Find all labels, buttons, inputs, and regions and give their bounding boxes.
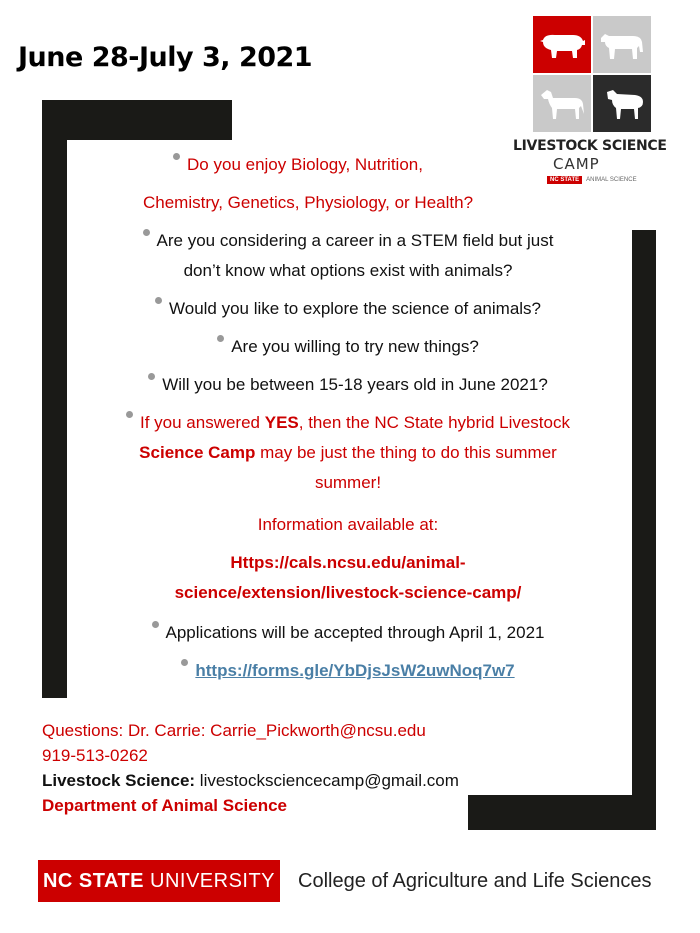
yes-statement-line-3: summer!	[314, 473, 382, 492]
bullet-icon	[181, 659, 188, 666]
frame-bar-bottom	[468, 795, 656, 830]
horse-icon	[533, 75, 591, 132]
contact-department: Department of Animal Science	[42, 796, 287, 815]
sheep-icon	[593, 75, 651, 132]
applications-deadline	[68, 618, 628, 648]
nc-state-badge: NC STATE	[547, 176, 582, 184]
contact-livestock-science	[42, 768, 459, 793]
question-2	[68, 226, 628, 256]
question-2-post: field but just	[457, 231, 554, 250]
yes-hybrid: hybrid Livestock	[443, 413, 570, 432]
question-4-text: Are you willing to try new things?	[231, 337, 479, 356]
footer-college: College of Agriculture and Life Sciences	[298, 869, 652, 892]
bullet-icon	[143, 229, 150, 236]
info-url-line-1[interactable]: Https://cals.ncsu.edu/animal-	[230, 553, 466, 572]
yes-camp: Science Camp	[139, 443, 256, 462]
bullet-icon	[152, 621, 159, 628]
yes-word: YES	[264, 413, 299, 432]
footer-banner	[38, 860, 652, 902]
yes-statement	[68, 408, 628, 438]
footer-university: UNIVERSITY	[150, 869, 276, 892]
bullet-icon	[217, 335, 224, 342]
question-1	[0, 150, 628, 180]
stem-word: STEM	[410, 231, 458, 250]
question-3-text: Would you like to explore the science of animals?	[169, 299, 541, 318]
question-2-line-2: don’t know what options exist with animals?	[183, 261, 513, 280]
bullet-icon	[126, 411, 133, 418]
yes-mid: , then the	[298, 413, 375, 432]
logo-camp: CAMP	[553, 155, 600, 173]
yes-post: may be just the thing to do this summer	[255, 443, 557, 462]
livestock-science-label: Livestock Science:	[42, 771, 196, 790]
question-5	[68, 370, 628, 400]
bullet-icon	[155, 297, 162, 304]
footer-nc-state: NC STATE	[42, 869, 144, 892]
bullet-icon	[173, 153, 180, 160]
form-link-row	[68, 656, 628, 686]
contact-block	[42, 718, 459, 818]
question-2-pre: Are you considering a career in a	[156, 231, 411, 250]
frame-bar-top	[42, 100, 232, 140]
livestock-science-email: livestocksciencecamp@gmail.com	[195, 771, 459, 790]
form-link[interactable]: https://forms.gle/YbDjsJsW2uwNoq7w7	[195, 661, 515, 680]
question-1-line-1: Do you enjoy Biology, Nutrition,	[187, 155, 423, 174]
contact-phone: 919-513-0262	[42, 746, 148, 765]
yes-nc-state: NC State	[374, 413, 444, 432]
yes-statement-line-2	[68, 438, 628, 468]
logo-grid	[533, 16, 650, 132]
nc-state-university-logo	[38, 860, 280, 902]
frame-bar-right	[632, 230, 656, 830]
question-5-text: Will you be between 15-18 years old in June 2021?	[162, 375, 548, 394]
logo-dept: ANIMAL SCIENCE	[586, 177, 637, 183]
logo-title: LIVESTOCK SCIENCE	[513, 138, 667, 154]
yes-pre: If you answered	[139, 413, 265, 432]
flyer-content	[68, 150, 628, 686]
cow-icon	[593, 16, 651, 73]
question-4	[68, 332, 628, 362]
pig-icon	[533, 16, 591, 73]
info-url-line-2[interactable]: science/extension/livestock-science-camp/	[174, 583, 522, 602]
contact-questions: Questions: Dr. Carrie: Carrie_Pickworth@ncsu.edu	[42, 721, 426, 740]
applications-text: Applications will be accepted through April 1, 2021	[165, 623, 545, 642]
bullet-icon	[148, 373, 155, 380]
question-3	[68, 294, 628, 324]
info-label: Information available at:	[257, 515, 439, 534]
question-1-line-2: Chemistry, Genetics, Physiology, or Health?	[142, 193, 474, 212]
event-date: June 28-July 3, 2021	[18, 42, 313, 73]
